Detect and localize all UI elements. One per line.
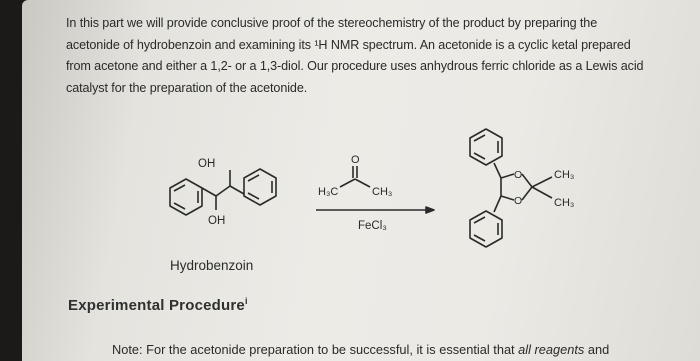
catalyst-label: FeCl₃ [358,220,387,232]
diol-oh-bottom-label: OH [208,215,226,227]
intro-line-1: In this part we will provide conclusive proof of the stereochemistry of the product by preparing the [66,16,598,30]
intro-line-2: acetonide of hydrobenzoin and examining its ¹H NMR spectrum. An acetonide is a cyclic ketal prepared [66,37,631,52]
section-heading-text: Experimental Procedure [68,297,245,314]
acetone-structure [340,166,370,187]
product-bottom-phenyl-ring [470,211,502,247]
document-page [22,0,700,361]
diol-carbon-chain [202,170,244,210]
product-dioxolane-ring [494,163,552,212]
product-methyl-bottom-label: CH₃ [554,197,575,209]
section-heading [68,296,248,314]
product-top-phenyl-ring [470,129,502,165]
product-oxygen-bottom-label: O [514,195,523,207]
diol-right-phenyl-ring [244,169,276,205]
note-emphasis: all reagents [518,342,585,357]
note-suffix: and [584,342,610,357]
diol-oh-top-label: OH [198,158,216,170]
note-prefix: Note: For the acetonide preparation to be successful, it is essential that [112,342,519,357]
intro-line-4: catalyst for the preparation of the acetonide. [66,80,308,95]
diol-name-caption: Hydrobenzoin [170,258,254,273]
acetone-oxygen-label: O [351,154,360,166]
acetone-methyl-left-label: H₃C [318,186,339,198]
acetone-methyl-right-label: CH₃ [372,186,393,198]
note-line [112,342,609,357]
product-oxygen-top-label: O [514,169,523,181]
reaction-arrow [316,207,434,213]
intro-line-3: from acetone and either a 1,2- or a 1,3-diol. Our procedure uses anhydrous ferric chloride as a Lewis acid [66,59,644,74]
product-methyl-top-label: CH₃ [554,169,575,181]
diol-left-phenyl-ring [170,179,202,215]
section-heading-footnote-mark: i [244,296,248,306]
